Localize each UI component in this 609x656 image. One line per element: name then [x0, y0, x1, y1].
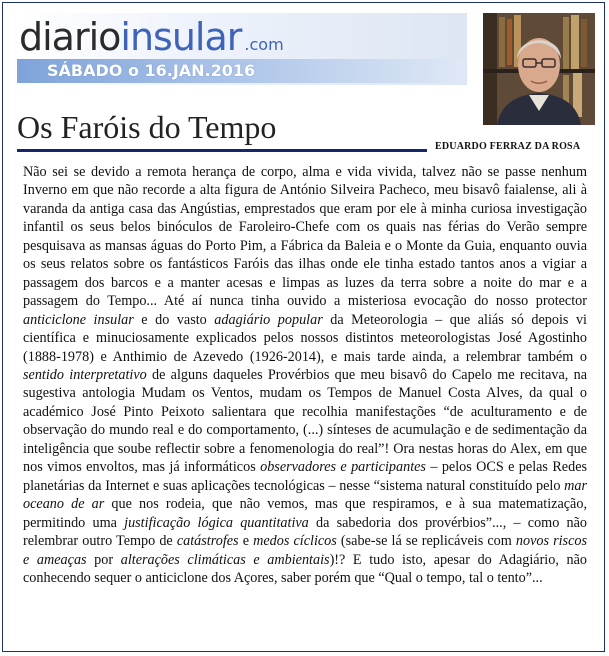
italic-phrase: alterações climáticas e ambientais — [120, 551, 330, 568]
date-band — [17, 59, 465, 83]
logo-dotcom: .com — [244, 35, 284, 54]
text-segment: da sabedoria dos provérbios”..., – como não relembrar outro Tempo de — [23, 514, 587, 550]
text-segment: (sabe-se lá se replicáveis com — [336, 533, 516, 550]
logo-text-insular: insular — [120, 15, 242, 59]
author-name: EDUARDO FERRAZ DA ROSA — [435, 141, 581, 152]
publication-date: SÁBADO o 16.JAN.2016 — [47, 61, 256, 80]
italic-phrase: medos cíclicos — [253, 533, 337, 550]
italic-phrase: mar oceano de ar — [23, 477, 587, 513]
italic-phrase: observadores e participantes — [260, 459, 426, 476]
article-frame — [2, 2, 605, 652]
italic-phrase: adagiário popular — [214, 311, 323, 328]
article-title: Os Faróis do Tempo — [17, 109, 277, 145]
article-paragraph — [23, 163, 587, 587]
italic-phrase: catástrofes — [176, 533, 239, 550]
text-segment: e — [238, 533, 254, 550]
italic-phrase: justificação lógica quantitativa — [124, 514, 309, 531]
text-segment: que nos rodeia, que não vemos, mas que respiramos, e à sua matematização, permitindo uma — [23, 496, 587, 531]
italic-phrase: novos riscos e ameaças — [23, 533, 587, 568]
masthead — [17, 13, 467, 85]
italic-phrase: sentido interpretativo — [23, 366, 147, 383]
italic-phrase: anticiclone insular — [23, 311, 134, 328]
author-photo — [483, 13, 595, 125]
logo-text-diario: diario — [19, 15, 121, 59]
author-portrait-icon — [483, 13, 595, 125]
text-segment: Não sei se devido a remota herança de corpo, alma e vida vivida, talvez não se passe nenhum Inverno em que não recorde a alta figura de António Silveira Pacheco, meu bisavô faialense, ali à varanda da antiga casa das Angústias, emprestados que eram por ele à minha curiosa investigação infantil os seus belos binóculos de Faroleiro-Chefe com os quais nas férias do Verão sempre pesquisava as mansas águas do Porto Pim, a Fábrica da Baleia e o Monte da Guia, enquanto ouvia os seus relatos sobre os fantásticos Faróis das ilhas onde ele tinha estado tantos anos a vigiar a passagem dos barcos e a manter acesas e limpas as luzes da terra sobre a noite do mar e a passagem do Tempo... Até aí nunca tinha ouvido a misteriosa evocação do nosso protector — [23, 164, 587, 310]
text-segment: – pelos OCS e pelas Redes planetárias da Internet e suas aplicações tecnológicas – nesse “sistema natural constituído pelo — [23, 459, 588, 494]
text-segment: )!? E tudo isto, apesar do Adagiário, não conhecendo sequer o anticiclone dos Açores, saber porém que “Qual o tempo, tal o tento”... — [23, 551, 587, 586]
title-rule — [17, 149, 427, 152]
article-body — [23, 163, 587, 587]
text-segment: por — [86, 551, 121, 568]
text-segment: de alguns daqueles Provérbios que meu bisavô do Capelo me recitava, na sugestiva antologia Mudam os Ventos, mudam os Tempos de Manuel Costa Alves, da qual o académico José Pinto Peixoto salientara que recolhia manifestações “de aculturamento e de observação do mundo real e do comportamento, (...) sínteses de acumulação e de sedimentação da inteligência que soube reflectir sobre a fenomenologia do real”! Ora nestas horas do Alex, em que nos vimos envoltos, mas já informáticos — [23, 366, 587, 476]
text-segment: da Meteorologia – que aliás só depois vi científica e minuciosamente explicados pelos nossos distintos meteorologistas José Agostinho (1888-1978) e Anthimio de Azevedo (1926-2014), e mais tarde ainda, a relembrar também o — [23, 311, 587, 365]
text-segment: e do vasto — [133, 311, 215, 328]
